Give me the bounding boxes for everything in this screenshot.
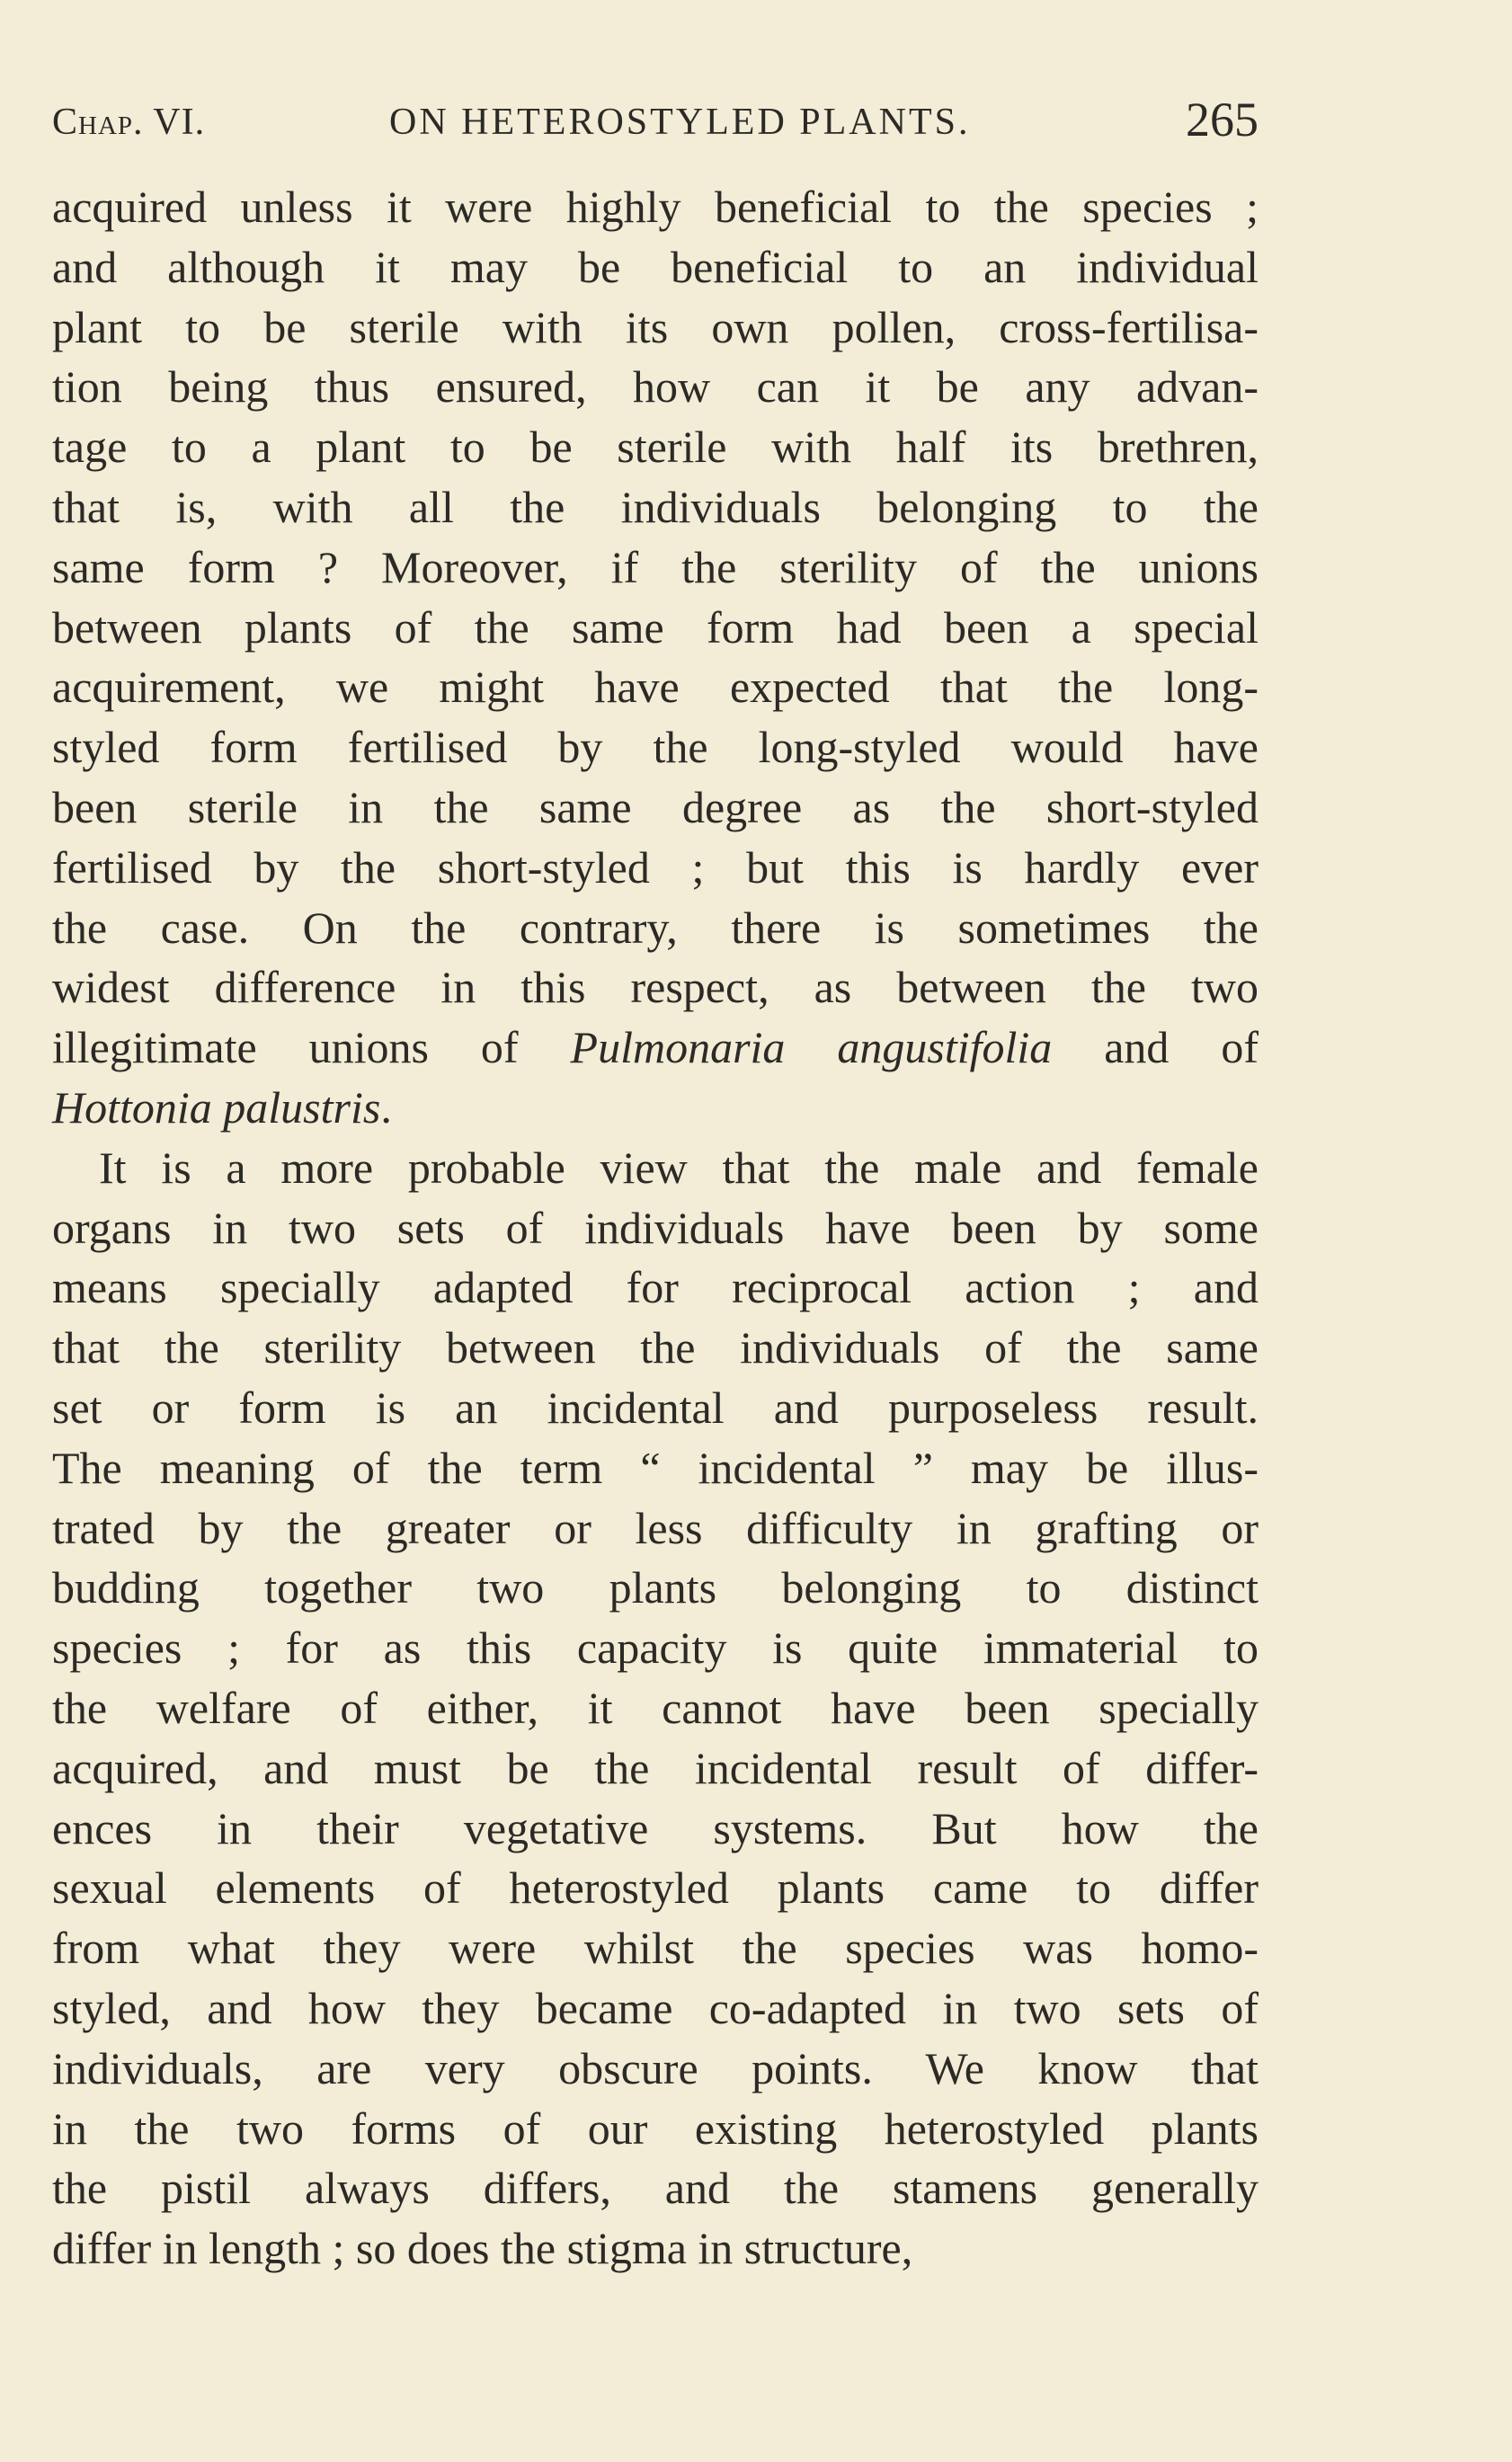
text-line bbox=[52, 1258, 1259, 1318]
text-run: same form ? Moreover, if the sterility of the unions bbox=[52, 541, 1259, 592]
text-line bbox=[52, 957, 1259, 1018]
text-run: between plants of the same form had been a special bbox=[52, 601, 1259, 653]
text-line bbox=[52, 598, 1259, 658]
text-run: differ in length ; so does the stigma in structure, bbox=[52, 2223, 913, 2274]
text-run: acquired, and must be the incidental result of differ- bbox=[52, 1742, 1259, 1793]
text-run: ences in their vegetative systems. But how the bbox=[52, 1802, 1259, 1853]
text-line bbox=[52, 298, 1259, 358]
text-line bbox=[52, 1498, 1259, 1559]
text-line bbox=[52, 417, 1259, 477]
text-run: the welfare of either, it cannot have been specially bbox=[52, 1682, 1259, 1733]
text-run: widest difference in this respect, as between the two bbox=[52, 962, 1259, 1013]
body-text bbox=[52, 177, 1259, 2279]
text-line bbox=[52, 177, 1259, 237]
text-line bbox=[52, 1799, 1259, 1859]
text-line bbox=[52, 657, 1259, 717]
text-run: means specially adapted for reciprocal action ; and bbox=[52, 1262, 1259, 1313]
text-run: trated by the greater or less difficulty in grafting or bbox=[52, 1502, 1259, 1553]
text-run: illegitimate unions of bbox=[52, 1022, 571, 1073]
text-line bbox=[52, 1978, 1259, 2039]
text-run: sexual elements of heterostyled plants came to differ bbox=[52, 1862, 1259, 1914]
text-run: It is a more probable view that the male and female bbox=[99, 1142, 1259, 1193]
text-line bbox=[52, 357, 1259, 417]
text-run: species ; for as this capacity is quite immaterial to bbox=[52, 1622, 1259, 1674]
text-line bbox=[52, 477, 1259, 538]
text-run: tage to a plant to be sterile with half its brethren, bbox=[52, 422, 1259, 473]
text-run: styled, and how they became co-adapted in two sets of bbox=[52, 1982, 1259, 2033]
text-line bbox=[52, 1318, 1259, 1378]
text-line bbox=[52, 2039, 1259, 2099]
italic-species-name: Pulmonaria angustifolia bbox=[570, 1022, 1053, 1073]
text-line bbox=[52, 1138, 1259, 1198]
text-run: from what they were whilst the species was homo- bbox=[52, 1923, 1259, 1974]
text-line bbox=[52, 778, 1259, 838]
text-line bbox=[52, 2218, 1259, 2279]
text-line bbox=[52, 717, 1259, 778]
text-run: the case. On the contrary, there is sometimes the bbox=[52, 902, 1259, 953]
text-run: that the sterility between the individuals of the same bbox=[52, 1322, 1259, 1373]
text-line bbox=[52, 1438, 1259, 1498]
text-run: individuals, are very obscure points. We know that bbox=[52, 2042, 1259, 2093]
text-run: The meaning of the term “ incidental ” may be illus- bbox=[52, 1442, 1259, 1493]
text-line bbox=[52, 237, 1259, 298]
text-run: and although it may be beneficial to an individual bbox=[52, 241, 1259, 292]
text-run: the pistil always differs, and the stamens generally bbox=[52, 2163, 1259, 2214]
text-run: that is, with all the individuals belonging to the bbox=[52, 481, 1259, 532]
text-line bbox=[52, 2158, 1259, 2218]
text-run: in the two forms of our existing heterostyled plants bbox=[52, 2102, 1259, 2154]
text-line bbox=[52, 898, 1259, 958]
text-run: acquirement, we might have expected that the long- bbox=[52, 662, 1259, 713]
text-line bbox=[52, 838, 1259, 898]
text-run: tion being thus ensured, how can it be any advan- bbox=[52, 361, 1259, 413]
text-line bbox=[52, 1618, 1259, 1678]
italic-species-name: Hottonia palustris bbox=[52, 1081, 381, 1133]
text-line bbox=[52, 2099, 1259, 2159]
text-run: organs in two sets of individuals have been by some bbox=[52, 1202, 1259, 1253]
paragraph-2 bbox=[52, 1138, 1259, 2279]
text-run: acquired unless it were highly beneficial to the species ; bbox=[52, 182, 1259, 232]
chapter-label: Chap. VI. bbox=[52, 102, 206, 143]
page-number: 265 bbox=[1186, 93, 1259, 147]
text-line bbox=[52, 1018, 1259, 1078]
text-line bbox=[52, 1078, 1259, 1138]
text-run: fertilised by the short-styled ; but this is hardly ever bbox=[52, 841, 1259, 893]
text-line bbox=[52, 1378, 1259, 1438]
text-line bbox=[52, 1858, 1259, 1918]
text-line bbox=[52, 1918, 1259, 1978]
paragraph-1 bbox=[52, 177, 1259, 1138]
text-run: set or form is an incidental and purposeless result. bbox=[52, 1382, 1259, 1433]
text-run: and of bbox=[1052, 1022, 1259, 1073]
text-line bbox=[52, 1198, 1259, 1258]
text-line bbox=[52, 1678, 1259, 1738]
running-title: ON HETEROSTYLED PLANTS. bbox=[389, 102, 971, 143]
running-header bbox=[52, 92, 1259, 155]
text-line bbox=[52, 1738, 1259, 1799]
text-run: . bbox=[380, 1081, 392, 1133]
text-line bbox=[52, 1558, 1259, 1618]
text-run: budding together two plants belonging to distinct bbox=[52, 1562, 1259, 1613]
text-line bbox=[52, 538, 1259, 598]
text-run: been sterile in the same degree as the short-styled bbox=[52, 781, 1259, 832]
text-run: styled form fertilised by the long-styled would have bbox=[52, 722, 1259, 773]
text-run: plant to be sterile with its own pollen, cross-fertilisa- bbox=[52, 301, 1259, 352]
